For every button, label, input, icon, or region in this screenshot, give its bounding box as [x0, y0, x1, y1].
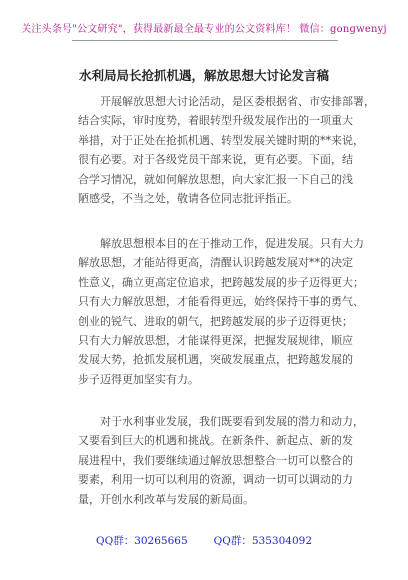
header-promo-text: 关注头条号"公文研究"，获得最新最全最专业的公文资料库！ 微信：gongwenyj	[21, 24, 387, 35]
paragraph-line: 又要看到巨大的机遇和挑战。在新条件、新起点、新的发	[78, 434, 353, 448]
paragraph-1	[78, 92, 375, 208]
paragraph-3	[78, 412, 364, 509]
paragraph-2	[78, 234, 364, 389]
paragraph-line: 性意义，确立更高定位追求，把跨越发展的步子迈得更大；	[78, 275, 364, 289]
paragraph-line: 只有大力解放思想，才能看得更远，始终保持干事的勇气、	[78, 295, 364, 309]
paragraph-line: 陋感受，不当之处，敬请各位同志批评指正。	[78, 191, 298, 205]
footer-contact	[0, 533, 408, 548]
paragraph-line: 创业的锐气、进取的朝气，把跨越发展的步子迈得更快；	[78, 314, 353, 328]
paragraph-line: 对于水利事业发展，我们既要看到发展的潜力和动力，	[100, 415, 364, 428]
paragraph-line: 步子迈得更加坚实有力。	[78, 372, 199, 386]
paragraph-line: 开展解放思想大讨论活动，是区委根据省、市安排部署，	[100, 95, 375, 108]
paragraph-line: 发展大势，抢抓发展机遇，突破发展重点，把跨越发展的	[78, 353, 353, 367]
qq-group-right: QQ群：535304092	[213, 535, 312, 547]
paragraph-line: 要素，利用一切可以利用的资源，调动一切可以调动的力	[78, 473, 353, 487]
paragraph-line: 解放思想，才能站得更高，清醒认识跨越发展对**的决定	[78, 256, 353, 270]
paragraph-line: 展进程中，我们要继续通过解放思想整合一切可以整合的	[78, 453, 353, 467]
paragraph-line: 解放思想根本目的在于推动工作，促进发展。只有大力	[100, 237, 364, 250]
qq-group-left: QQ群：30265665	[95, 535, 188, 547]
paragraph-line: 只有大力解放思想，才能谋得更深，把握发展规律，顺应	[78, 333, 353, 347]
header-divider	[72, 40, 338, 41]
paragraph-line: 举措，对于正处在抢抓机遇、转型发展关键时期的**来说，	[78, 133, 364, 147]
paragraph-line: 量，开创水利改革与发展的新局面。	[78, 492, 254, 506]
paragraph-line: 合学习情况，就如何解放思想，向大家汇报一下自己的浅	[78, 172, 353, 186]
paragraph-line: 结合实际，审时度势，着眼转型升级发展作出的一项重大	[78, 114, 353, 128]
paragraph-line: 很有必要。对于各级党员干部来说，更有必要。下面，结	[78, 153, 353, 167]
document-title: 水利局局长抢抓机遇，解放思想大讨论发言稿	[78, 68, 329, 83]
